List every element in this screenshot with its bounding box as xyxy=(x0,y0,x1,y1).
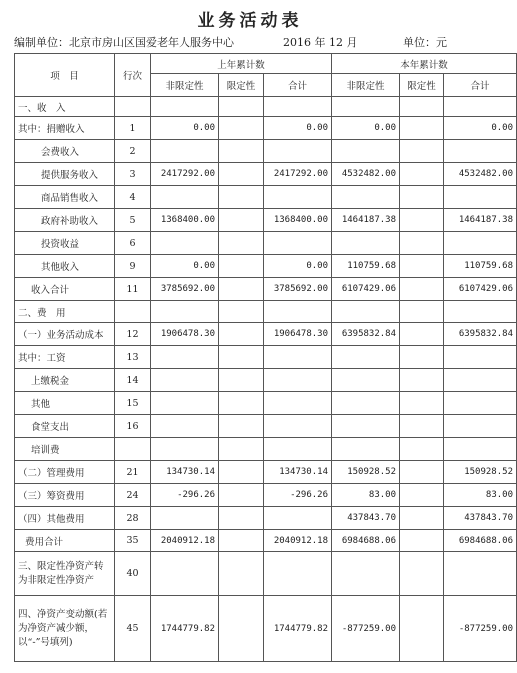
cur-unrestricted xyxy=(332,415,400,438)
prev-total xyxy=(264,438,332,461)
cur-restricted xyxy=(400,530,444,552)
org-name: 编制单位：北京市房山区国爱老年人服务中心 xyxy=(14,36,234,49)
col-header-line: 行次 xyxy=(115,54,151,97)
prev-total: 0.00 xyxy=(264,117,332,140)
row-item: 三、限定性净资产转为非限定性净资产 xyxy=(15,552,115,596)
cur-restricted xyxy=(400,484,444,507)
row-line: 35 xyxy=(115,530,151,552)
row-item: （一）业务活动成本 xyxy=(15,323,115,346)
table-row xyxy=(15,301,517,323)
cur-restricted xyxy=(400,552,444,596)
prev-unrestricted xyxy=(151,369,219,392)
cur-unrestricted: 6395832.84 xyxy=(332,323,400,346)
prev-total: 2417292.00 xyxy=(264,163,332,186)
cur-total: 0.00 xyxy=(444,117,517,140)
cur-total: 6107429.06 xyxy=(444,278,517,301)
table-row xyxy=(15,232,517,255)
row-line xyxy=(115,301,151,323)
row-item: 收入合计 xyxy=(15,278,115,301)
prev-total xyxy=(264,392,332,415)
table-row xyxy=(15,97,517,117)
report-title: 业务活动表 xyxy=(197,11,303,31)
prev-total: 1744779.82 xyxy=(264,596,332,662)
prev-restricted xyxy=(219,323,264,346)
cur-restricted xyxy=(400,209,444,232)
cur-total: 83.00 xyxy=(444,484,517,507)
prev-unrestricted xyxy=(151,232,219,255)
row-line: 14 xyxy=(115,369,151,392)
cur-total: 110759.68 xyxy=(444,255,517,278)
cur-unrestricted: 1464187.38 xyxy=(332,209,400,232)
prev-restricted xyxy=(219,596,264,662)
cur-restricted xyxy=(400,301,444,323)
cur-restricted xyxy=(400,323,444,346)
row-item: 会费收入 xyxy=(15,140,115,163)
cur-unrestricted: 4532482.00 xyxy=(332,163,400,186)
row-line xyxy=(115,438,151,461)
col-header-cur-restricted: 限定性 xyxy=(400,74,444,97)
row-item: 其他 xyxy=(15,392,115,415)
prev-restricted xyxy=(219,530,264,552)
cur-restricted xyxy=(400,346,444,369)
cur-unrestricted: 150928.52 xyxy=(332,461,400,484)
prev-total: 3785692.00 xyxy=(264,278,332,301)
prev-unrestricted: 2417292.00 xyxy=(151,163,219,186)
row-line: 9 xyxy=(115,255,151,278)
cur-restricted xyxy=(400,186,444,209)
prev-restricted xyxy=(219,97,264,117)
row-item: 政府补助收入 xyxy=(15,209,115,232)
prev-total xyxy=(264,232,332,255)
table-row xyxy=(15,438,517,461)
row-item: 费用合计 xyxy=(15,530,115,552)
prev-unrestricted: 0.00 xyxy=(151,117,219,140)
row-line: 21 xyxy=(115,461,151,484)
row-line: 28 xyxy=(115,507,151,530)
prev-total: 134730.14 xyxy=(264,461,332,484)
col-header-prev-restricted: 限定性 xyxy=(219,74,264,97)
cur-unrestricted xyxy=(332,97,400,117)
prev-total: 1906478.30 xyxy=(264,323,332,346)
row-item: 提供服务收入 xyxy=(15,163,115,186)
cur-unrestricted xyxy=(332,232,400,255)
table-row xyxy=(15,392,517,415)
cur-total xyxy=(444,369,517,392)
cur-total xyxy=(444,301,517,323)
row-item: 上缴税金 xyxy=(15,369,115,392)
table-row xyxy=(15,552,517,596)
row-line: 16 xyxy=(115,415,151,438)
cur-unrestricted: 437843.70 xyxy=(332,507,400,530)
row-item: 二、费 用 xyxy=(15,301,115,323)
row-line: 12 xyxy=(115,323,151,346)
cur-total: 150928.52 xyxy=(444,461,517,484)
cur-unrestricted: 110759.68 xyxy=(332,255,400,278)
cur-restricted xyxy=(400,461,444,484)
cur-total: 1464187.38 xyxy=(444,209,517,232)
row-item: （二）管理费用 xyxy=(15,461,115,484)
prev-restricted xyxy=(219,461,264,484)
table-row xyxy=(15,461,517,484)
prev-restricted xyxy=(219,369,264,392)
row-line: 6 xyxy=(115,232,151,255)
row-item: 其中：工资 xyxy=(15,346,115,369)
row-item: （三）筹资费用 xyxy=(15,484,115,507)
table-row xyxy=(15,255,517,278)
row-line: 24 xyxy=(115,484,151,507)
row-line: 1 xyxy=(115,117,151,140)
cur-total xyxy=(444,186,517,209)
cur-restricted xyxy=(400,278,444,301)
row-item: 投资收益 xyxy=(15,232,115,255)
row-line: 3 xyxy=(115,163,151,186)
prev-restricted xyxy=(219,232,264,255)
cur-total: 437843.70 xyxy=(444,507,517,530)
cur-unrestricted xyxy=(332,438,400,461)
cur-restricted xyxy=(400,415,444,438)
col-header-this-year: 本年累计数 xyxy=(332,54,517,74)
row-line: 45 xyxy=(115,596,151,662)
prev-restricted xyxy=(219,186,264,209)
col-header-prev-total: 合计 xyxy=(264,74,332,97)
prev-total: 2040912.18 xyxy=(264,530,332,552)
cur-unrestricted: 0.00 xyxy=(332,117,400,140)
prev-total: -296.26 xyxy=(264,484,332,507)
prev-total xyxy=(264,507,332,530)
row-item: 食堂支出 xyxy=(15,415,115,438)
prev-total xyxy=(264,140,332,163)
cur-total xyxy=(444,97,517,117)
prev-unrestricted: -296.26 xyxy=(151,484,219,507)
prev-restricted xyxy=(219,438,264,461)
prev-unrestricted xyxy=(151,186,219,209)
prev-restricted xyxy=(219,392,264,415)
prev-restricted xyxy=(219,507,264,530)
cur-restricted xyxy=(400,163,444,186)
prev-unrestricted xyxy=(151,438,219,461)
cur-unrestricted xyxy=(332,301,400,323)
prev-unrestricted xyxy=(151,552,219,596)
cur-unrestricted: 83.00 xyxy=(332,484,400,507)
cur-restricted xyxy=(400,392,444,415)
cur-restricted xyxy=(400,369,444,392)
table-row xyxy=(15,117,517,140)
prev-total: 1368400.00 xyxy=(264,209,332,232)
prev-unrestricted: 0.00 xyxy=(151,255,219,278)
cur-total: -877259.00 xyxy=(444,596,517,662)
table-row xyxy=(15,530,517,552)
table-row xyxy=(15,209,517,232)
cur-total: 6395832.84 xyxy=(444,323,517,346)
cur-total xyxy=(444,232,517,255)
prev-restricted xyxy=(219,552,264,596)
row-line: 4 xyxy=(115,186,151,209)
prev-unrestricted xyxy=(151,301,219,323)
prev-unrestricted: 1906478.30 xyxy=(151,323,219,346)
row-line: 2 xyxy=(115,140,151,163)
row-item: 商品销售收入 xyxy=(15,186,115,209)
row-line: 5 xyxy=(115,209,151,232)
prev-total xyxy=(264,301,332,323)
table-row xyxy=(15,596,517,662)
table-row xyxy=(15,140,517,163)
cur-unrestricted xyxy=(332,369,400,392)
cur-total: 4532482.00 xyxy=(444,163,517,186)
prev-unrestricted: 2040912.18 xyxy=(151,530,219,552)
cur-restricted xyxy=(400,438,444,461)
prev-total xyxy=(264,415,332,438)
cur-restricted xyxy=(400,232,444,255)
row-item: （四）其他费用 xyxy=(15,507,115,530)
row-line: 11 xyxy=(115,278,151,301)
prev-restricted xyxy=(219,209,264,232)
cur-unrestricted: 6107429.06 xyxy=(332,278,400,301)
prev-total xyxy=(264,369,332,392)
cur-unrestricted: 6984688.06 xyxy=(332,530,400,552)
report-period: 2016 年 12 月 xyxy=(283,36,358,49)
prev-unrestricted xyxy=(151,140,219,163)
cur-restricted xyxy=(400,255,444,278)
cur-total xyxy=(444,392,517,415)
cur-unrestricted xyxy=(332,140,400,163)
cur-total xyxy=(444,438,517,461)
prev-unrestricted xyxy=(151,392,219,415)
table-row xyxy=(15,346,517,369)
prev-unrestricted: 134730.14 xyxy=(151,461,219,484)
cur-total xyxy=(444,552,517,596)
table-row xyxy=(15,507,517,530)
row-line: 13 xyxy=(115,346,151,369)
table-row xyxy=(15,323,517,346)
prev-restricted xyxy=(219,163,264,186)
cur-unrestricted xyxy=(332,186,400,209)
prev-restricted xyxy=(219,140,264,163)
cur-total xyxy=(444,140,517,163)
prev-restricted xyxy=(219,346,264,369)
row-line: 40 xyxy=(115,552,151,596)
prev-unrestricted xyxy=(151,415,219,438)
row-item: 培训费 xyxy=(15,438,115,461)
prev-restricted xyxy=(219,278,264,301)
col-header-prev-year: 上年累计数 xyxy=(151,54,332,74)
prev-total xyxy=(264,552,332,596)
prev-restricted xyxy=(219,301,264,323)
cur-restricted xyxy=(400,596,444,662)
prev-restricted xyxy=(219,415,264,438)
col-header-cur-unrestricted: 非限定性 xyxy=(332,74,400,97)
prev-total xyxy=(264,97,332,117)
prev-unrestricted xyxy=(151,97,219,117)
prev-unrestricted xyxy=(151,346,219,369)
row-item: 四、净资产变动额(若为净资产减少额，以“-”号填列) xyxy=(15,596,115,662)
prev-restricted xyxy=(219,255,264,278)
row-item: 一、收 入 xyxy=(15,97,115,117)
row-item: 其他收入 xyxy=(15,255,115,278)
cur-restricted xyxy=(400,140,444,163)
cur-unrestricted xyxy=(332,552,400,596)
prev-restricted xyxy=(219,117,264,140)
prev-total: 0.00 xyxy=(264,255,332,278)
cur-total xyxy=(444,415,517,438)
cur-restricted xyxy=(400,117,444,140)
currency-unit: 单位：元 xyxy=(403,36,447,49)
table-row xyxy=(15,163,517,186)
cur-total xyxy=(444,346,517,369)
table-row xyxy=(15,186,517,209)
cur-restricted xyxy=(400,507,444,530)
table-row xyxy=(15,369,517,392)
prev-total xyxy=(264,186,332,209)
table-row xyxy=(15,278,517,301)
table-row xyxy=(15,484,517,507)
prev-unrestricted: 1368400.00 xyxy=(151,209,219,232)
prev-restricted xyxy=(219,484,264,507)
table-row xyxy=(15,415,517,438)
prev-total xyxy=(264,346,332,369)
cur-unrestricted xyxy=(332,346,400,369)
row-line: 15 xyxy=(115,392,151,415)
prev-unrestricted: 3785692.00 xyxy=(151,278,219,301)
row-line xyxy=(115,97,151,117)
col-header-item: 项 目 xyxy=(15,54,115,97)
col-header-cur-total: 合计 xyxy=(444,74,517,97)
prev-unrestricted xyxy=(151,507,219,530)
cur-unrestricted xyxy=(332,392,400,415)
col-header-prev-unrestricted: 非限定性 xyxy=(151,74,219,97)
activity-table xyxy=(14,53,517,662)
cur-total: 6984688.06 xyxy=(444,530,517,552)
row-item: 其中：捐赠收入 xyxy=(15,117,115,140)
cur-unrestricted: -877259.00 xyxy=(332,596,400,662)
cur-restricted xyxy=(400,97,444,117)
prev-unrestricted: 1744779.82 xyxy=(151,596,219,662)
